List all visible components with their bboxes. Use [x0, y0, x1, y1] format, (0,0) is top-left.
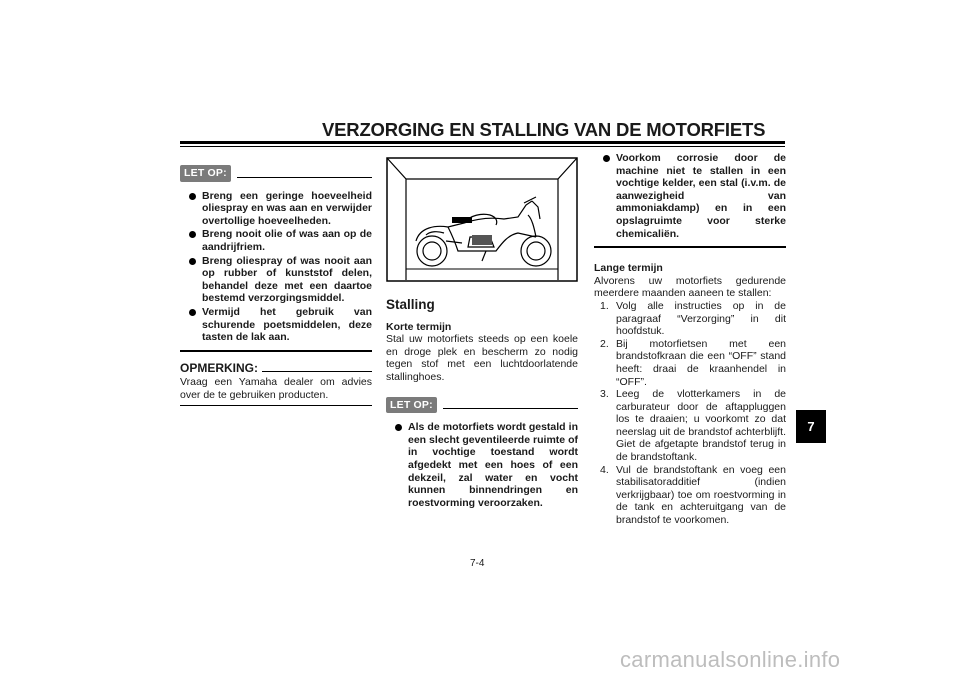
bullet-icon: [189, 231, 196, 238]
watermark: carmanualsonline.info: [620, 647, 841, 672]
chapter-tab: 7: [796, 410, 826, 443]
caution-item: Breng een geringe hoeveelheid oliespray en was aan en verwijder overtollige hoeveelheden.: [180, 190, 372, 228]
column-left: [180, 165, 372, 406]
bullet-icon: [395, 424, 402, 431]
caution-rule: [237, 177, 372, 178]
caution-rule: [443, 408, 578, 409]
caution-list-continued: [594, 152, 786, 240]
column-middle: [386, 157, 578, 510]
bullet-icon: [603, 155, 610, 162]
section-title: Stalling: [386, 297, 435, 312]
note-text: Vraag een Yamaha dealer om advies over de te gebruiken producten.: [180, 376, 372, 401]
steps-list: [594, 300, 786, 527]
title-rule-thin: [180, 146, 785, 147]
long-term-intro: Alvorens uw motorfiets gedurende meerdere maanden aaneen te stallen:: [594, 274, 786, 300]
caution-header: [386, 397, 578, 414]
step-item: 3. Leeg de vlotterkamers in de carburateur door de aftappluggen los te draaien; u voorkomt zo dat neerslag uit de brandstof achterblijft. Giet de afgetapte brandstof terug in de brandstoftank.: [600, 388, 786, 464]
note-end-rule: [180, 405, 372, 406]
motorcycle-garage-illustration: [386, 157, 578, 282]
note-header: [180, 362, 372, 375]
caution-header: [180, 165, 372, 182]
caution-list: [386, 421, 578, 509]
note-label: OPMERKING:: [180, 360, 258, 375]
caution-item: Voorkom corrosie door de machine niet te stallen in een vochtige kelder, een stal (i.v.m. de aanwezigheid van ammoniakdamp) en in een opslagruimte voor sterke chemicaliën.: [594, 152, 786, 240]
short-term-text: Stal uw motorfiets steeds op een koele en droge plek en bescherm zo nodig tegen stof met een luchtdoorlatende stallinghoes.: [386, 333, 578, 383]
caution-item: Als de motorfiets wordt gestald in een slecht geventileerde ruimte of in vochtige toestand wordt afgedekt met een hoes of een dekzeil, zal water en vocht kunnen binnendringen en roestvorming veroorzaken.: [386, 421, 578, 509]
note-rule: [262, 371, 372, 372]
caution-item: Vermijd het gebruik van schurende poetsmiddelen, deze tasten de lak aan.: [180, 306, 372, 344]
step-item: 1. Volg alle instructies op in de paragraaf “Verzorging” in dit hoofdstuk.: [600, 299, 786, 338]
title-rule: [180, 141, 785, 144]
caution-item: Breng nooit olie of was aan op de aandrijfriem.: [180, 228, 372, 253]
step-item: 4. Vul de brandstoftank en voeg een stabilisatoradditief (indien verkrijgbaar) toe om roestvorming in de tank en achteruitgang van de brandstof te voorkomen.: [600, 463, 786, 527]
caution-end-rule: [180, 350, 372, 352]
caution-item: Breng oliespray of was nooit aan op rubber of kunststof delen, behandel deze met een daartoe bestemd verzorgingsmiddel.: [180, 255, 372, 305]
bullet-icon: [189, 193, 196, 200]
short-term-title: Korte termijn: [386, 320, 452, 333]
page-title: VERZORGING EN STALLING VAN DE MOTORFIETS: [322, 119, 766, 140]
column-right: [594, 152, 786, 527]
bullet-icon: [189, 258, 196, 265]
long-term-title: Lange termijn: [594, 262, 663, 275]
caution-list: [180, 190, 372, 344]
caution-badge: LET OP:: [180, 165, 231, 182]
caution-badge: LET OP:: [386, 397, 437, 414]
page-number: 7-4: [470, 558, 485, 569]
garage-motorcycle-icon: [386, 157, 578, 282]
step-item: 2. Bij motorfietsen met een brandstofkraan die een “OFF” stand heeft: draai de kraanhendel in “OFF”.: [600, 337, 786, 388]
bullet-icon: [189, 309, 196, 316]
caution-end-rule: [594, 246, 786, 248]
